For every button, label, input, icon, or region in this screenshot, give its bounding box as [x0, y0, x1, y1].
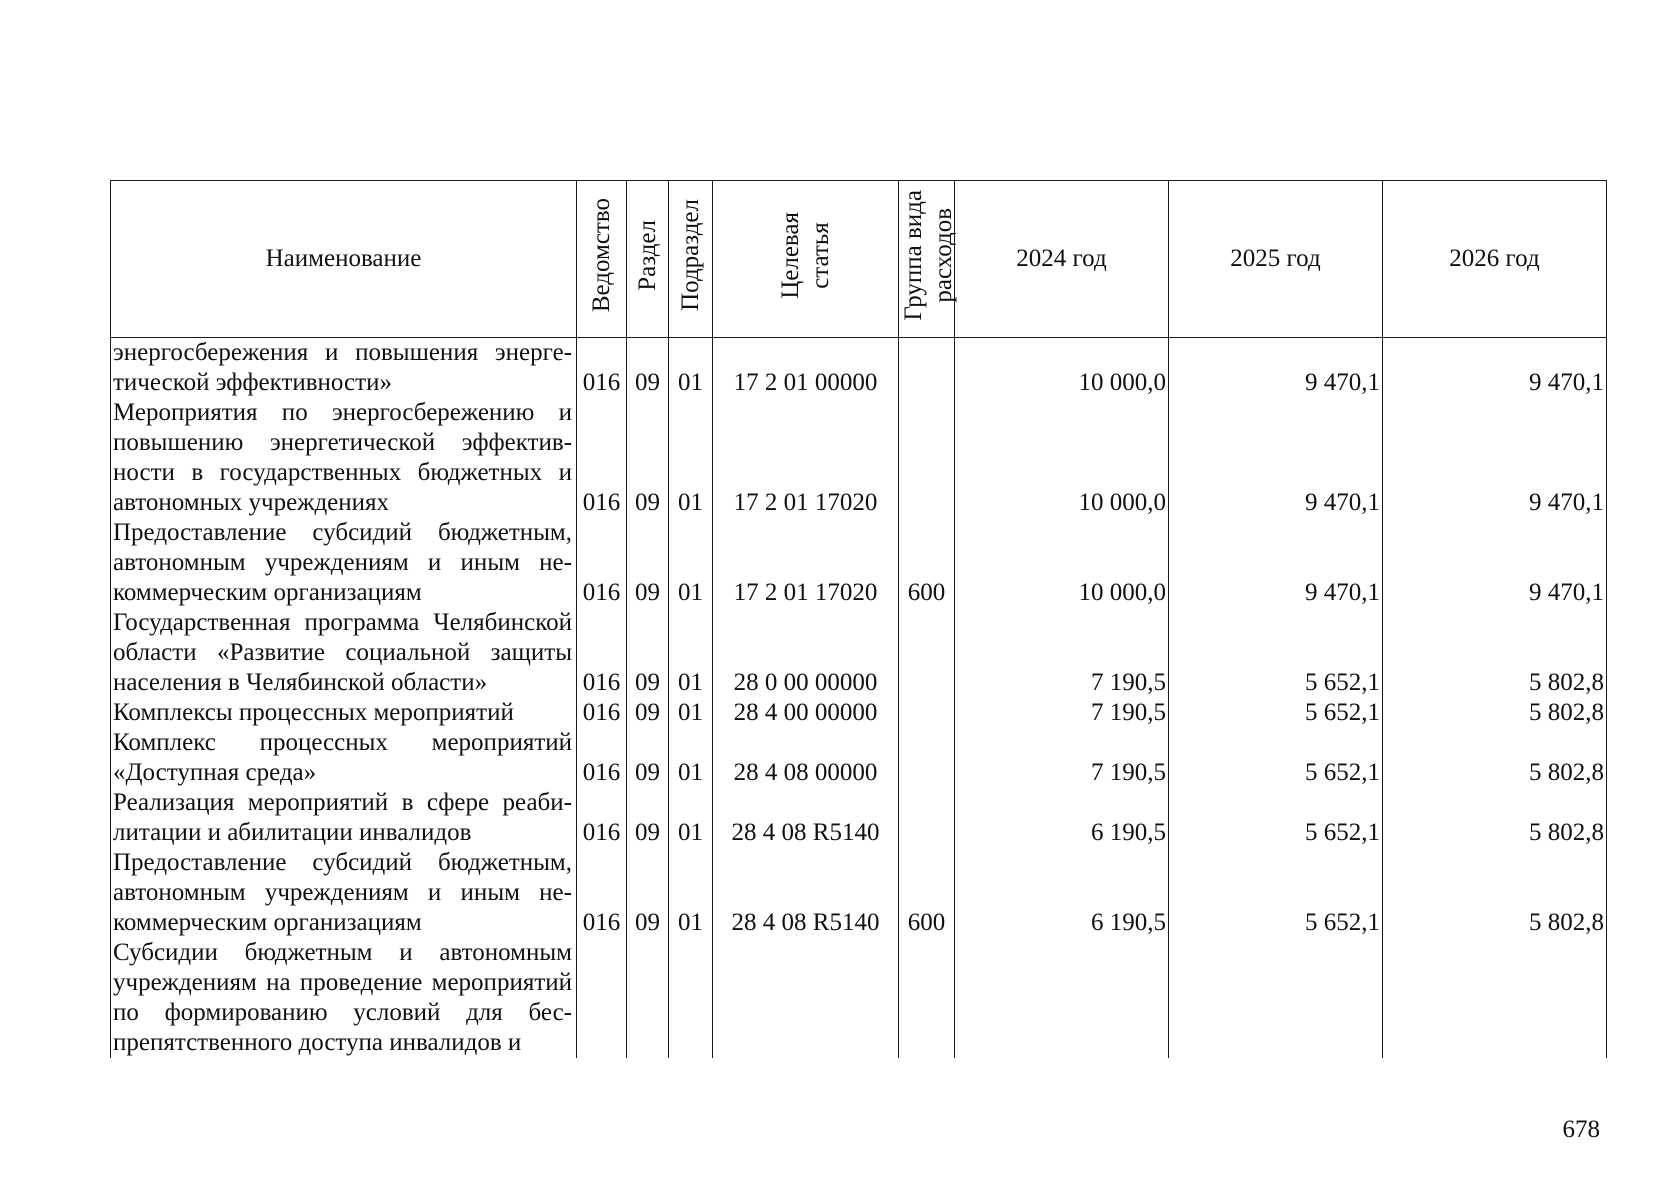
cell-2026: 9 470,1 — [1383, 518, 1607, 608]
header-section: Раздел — [627, 181, 669, 338]
cell-section: 09 — [627, 788, 669, 848]
cell-2024: 7 190,5 — [955, 698, 1169, 728]
cell-section: 09 — [627, 398, 669, 518]
header-group: Группа вида расходов — [899, 181, 955, 338]
table-row — [111, 728, 1607, 788]
cell-subsection: 01 — [669, 608, 713, 698]
cell-dept: 016 — [577, 398, 627, 518]
cell-2024: 10 000,0 — [955, 398, 1169, 518]
cell-2024 — [955, 938, 1169, 1058]
page-number: 678 — [1562, 1116, 1600, 1143]
cell-2026: 9 470,1 — [1383, 338, 1607, 399]
cell-name: энергосбережения и повышения энергетической эффективности» — [111, 338, 577, 399]
table-header-row — [111, 181, 1607, 338]
cell-2024: 6 190,5 — [955, 848, 1169, 938]
cell-section: 09 — [627, 338, 669, 399]
table-row — [111, 698, 1607, 728]
cell-2024: 6 190,5 — [955, 788, 1169, 848]
cell-2025: 9 470,1 — [1169, 398, 1383, 518]
cell-2026: 5 802,8 — [1383, 788, 1607, 848]
cell-dept — [577, 938, 627, 1058]
header-2026: 2026 год — [1383, 181, 1607, 338]
cell-2025: 5 652,1 — [1169, 848, 1383, 938]
cell-target: 28 0 00 00000 — [713, 608, 899, 698]
cell-name: Субсидии бюджетным и автономным учреждениям на проведение мероприятий по формированию условий для беспрепятственного доступа инвалидов и — [111, 938, 577, 1058]
cell-2026: 5 802,8 — [1383, 608, 1607, 698]
cell-group: 600 — [899, 518, 955, 608]
cell-subsection: 01 — [669, 338, 713, 399]
table-row — [111, 938, 1607, 1058]
cell-2025: 5 652,1 — [1169, 788, 1383, 848]
cell-2024: 7 190,5 — [955, 728, 1169, 788]
cell-2026: 5 802,8 — [1383, 698, 1607, 728]
header-dept: Ведомство — [577, 181, 627, 338]
cell-name: Предоставление субсидий бюджетным, автономным учреждениям и иным некоммерческим организациям — [111, 848, 577, 938]
cell-group — [899, 938, 955, 1058]
cell-subsection: 01 — [669, 728, 713, 788]
cell-dept: 016 — [577, 698, 627, 728]
cell-name: Мероприятия по энергосбережению и повышению энергетической эффективности в государственных бюджетных и автономных учреждениях — [111, 398, 577, 518]
cell-2026: 5 802,8 — [1383, 848, 1607, 938]
cell-2026: 9 470,1 — [1383, 398, 1607, 518]
header-target: Целевая статья — [713, 181, 899, 338]
cell-dept: 016 — [577, 728, 627, 788]
table-body — [111, 338, 1607, 1059]
cell-target — [713, 938, 899, 1058]
table-row — [111, 398, 1607, 518]
table-row — [111, 338, 1607, 399]
cell-group — [899, 608, 955, 698]
cell-2025: 5 652,1 — [1169, 728, 1383, 788]
cell-dept: 016 — [577, 788, 627, 848]
cell-dept: 016 — [577, 518, 627, 608]
cell-section: 09 — [627, 728, 669, 788]
cell-section — [627, 938, 669, 1058]
table-row — [111, 848, 1607, 938]
cell-group — [899, 728, 955, 788]
cell-section: 09 — [627, 848, 669, 938]
cell-target: 28 4 08 R5140 — [713, 848, 899, 938]
cell-name: Предоставление субсидий бюджетным, автономным учреждениям и иным некоммерческим организациям — [111, 518, 577, 608]
cell-2024: 10 000,0 — [955, 338, 1169, 399]
header-2024: 2024 год — [955, 181, 1169, 338]
cell-dept: 016 — [577, 338, 627, 399]
cell-section: 09 — [627, 698, 669, 728]
cell-target: 17 2 01 17020 — [713, 398, 899, 518]
header-2025: 2025 год — [1169, 181, 1383, 338]
header-subsection: Подраздел — [669, 181, 713, 338]
cell-group — [899, 788, 955, 848]
cell-target: 28 4 00 00000 — [713, 698, 899, 728]
cell-2025: 5 652,1 — [1169, 698, 1383, 728]
header-name: Наименование — [111, 181, 577, 338]
cell-2025: 5 652,1 — [1169, 608, 1383, 698]
table-row — [111, 788, 1607, 848]
cell-section: 09 — [627, 608, 669, 698]
cell-group — [899, 398, 955, 518]
cell-target: 17 2 01 17020 — [713, 518, 899, 608]
table-row — [111, 608, 1607, 698]
cell-2026 — [1383, 938, 1607, 1058]
cell-dept: 016 — [577, 608, 627, 698]
cell-subsection: 01 — [669, 788, 713, 848]
cell-subsection: 01 — [669, 698, 713, 728]
table-row — [111, 518, 1607, 608]
cell-section: 09 — [627, 518, 669, 608]
cell-subsection: 01 — [669, 848, 713, 938]
cell-2024: 7 190,5 — [955, 608, 1169, 698]
cell-2025: 9 470,1 — [1169, 338, 1383, 399]
cell-group — [899, 698, 955, 728]
cell-name: Реализация мероприятий в сфере реабилитации и абилитации инвалидов — [111, 788, 577, 848]
cell-target: 28 4 08 R5140 — [713, 788, 899, 848]
cell-2025 — [1169, 938, 1383, 1058]
cell-subsection: 01 — [669, 398, 713, 518]
cell-subsection — [669, 938, 713, 1058]
cell-name: Комплексы процессных мероприятий — [111, 698, 577, 728]
cell-group: 600 — [899, 848, 955, 938]
cell-group — [899, 338, 955, 399]
cell-dept: 016 — [577, 848, 627, 938]
cell-target: 17 2 01 00000 — [713, 338, 899, 399]
cell-2026: 5 802,8 — [1383, 728, 1607, 788]
cell-subsection: 01 — [669, 518, 713, 608]
cell-name: Комплекс процессных мероприятий «Доступная среда» — [111, 728, 577, 788]
budget-table — [110, 180, 1607, 1058]
cell-name: Государственная программа Челябинской области «Развитие социальной защиты населения в Челябинской области» — [111, 608, 577, 698]
cell-2024: 10 000,0 — [955, 518, 1169, 608]
cell-2025: 9 470,1 — [1169, 518, 1383, 608]
cell-target: 28 4 08 00000 — [713, 728, 899, 788]
